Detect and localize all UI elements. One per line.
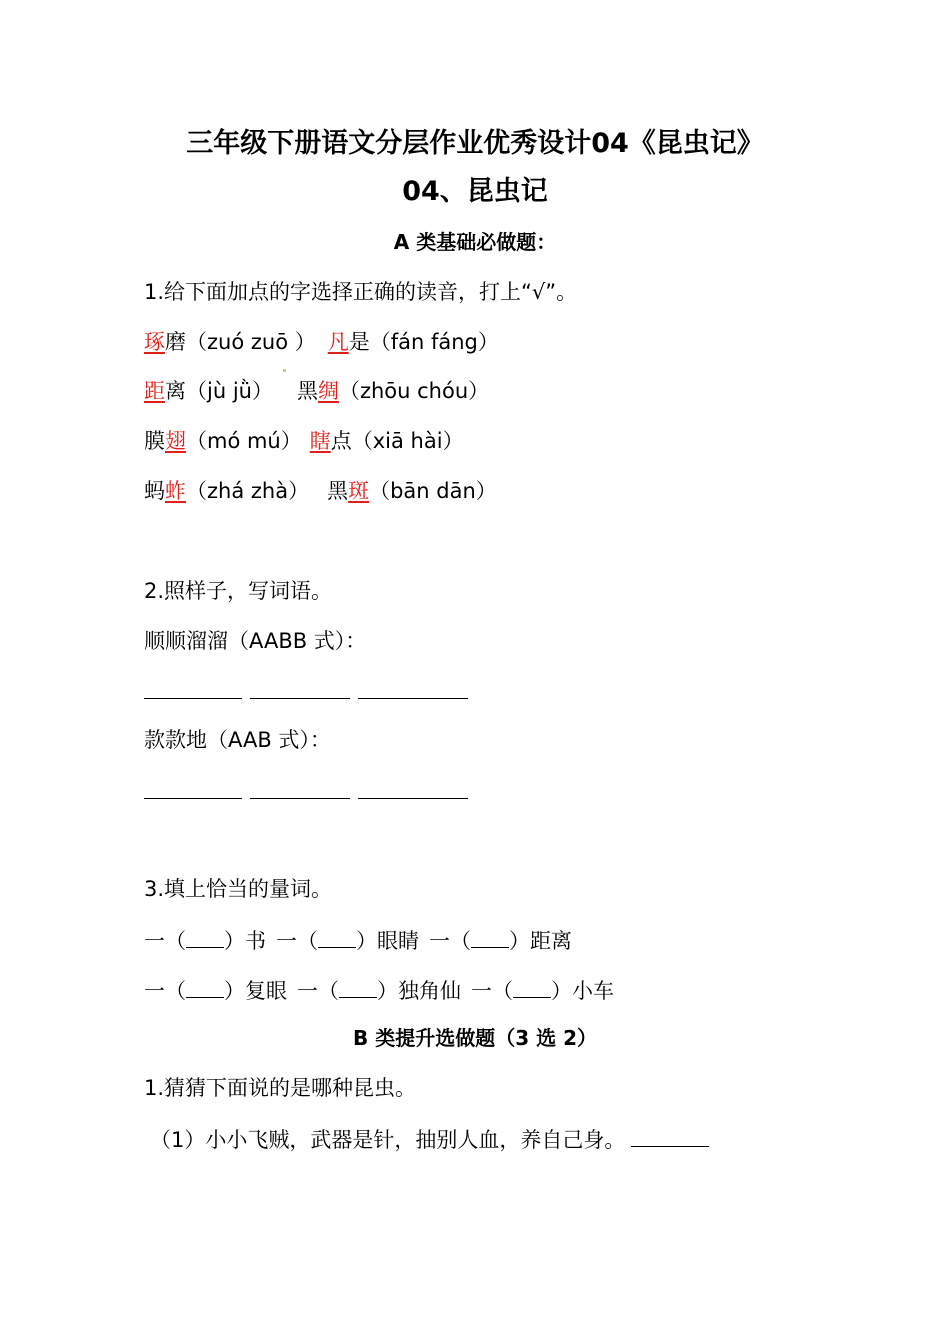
q3-item: 一（ ）独角仙 [297, 979, 461, 1003]
q1-row [144, 477, 497, 505]
q1-item: 琢磨（zuó zuō ） [144, 330, 316, 354]
section-a-heading: A 类基础必做题： [393, 230, 557, 254]
b1-riddle: （1）小小飞贼，武器是针，抽别人血，养自己身。 [150, 1124, 709, 1154]
q2-example-aabb: 顺顺溜溜（AABB 式）： [144, 629, 367, 653]
measure-word-blank[interactable] [186, 975, 224, 998]
lesson-title: 04、昆虫记 [402, 176, 548, 207]
q2-answer-blanks [144, 676, 468, 706]
marked-char: 琢 [144, 330, 165, 354]
marked-char: 蚱 [165, 479, 186, 503]
q3-item: 一（ ）书 [144, 929, 266, 953]
q1-item: 黑绸（zhōu chóu） [296, 379, 490, 403]
answer-blank[interactable] [144, 776, 242, 799]
marked-char: 斑 [348, 479, 370, 503]
marked-char: 凡 [327, 330, 349, 354]
pinyin-options: （zuó zuō ） [186, 330, 316, 354]
marked-char: 瞎 [309, 429, 331, 453]
q3-row [144, 975, 614, 1005]
pinyin-options: （bān dān） [369, 479, 497, 503]
pinyin-options: （jù jǜ） [186, 379, 273, 403]
b1-prompt: 1.猜猜下面说的是哪种昆虫。 [144, 1076, 417, 1100]
q1-item: 膜翅（mó mú） [144, 429, 302, 453]
pinyin-options: （zhōu chóu） [338, 379, 490, 403]
q3-item: 一（ ）小车 [471, 979, 614, 1003]
answer-blank[interactable] [358, 676, 468, 699]
pinyin-options: （mó mú） [186, 429, 302, 453]
answer-blank[interactable] [250, 676, 350, 699]
q3-prompt: 3.填上恰当的量词。 [144, 877, 333, 901]
q1-item: 蚂蚱（zhá zhà） [144, 479, 310, 503]
q1-row [144, 328, 499, 356]
q1-item: 黑斑（bān dān） [327, 479, 497, 503]
measure-word-blank[interactable] [471, 925, 509, 948]
q3-item: 一（ ）复眼 [144, 979, 287, 1003]
q1-row [144, 427, 464, 455]
section-b-heading: B 类提升选做题（3 选 2） [353, 1026, 597, 1050]
answer-blank[interactable] [358, 776, 468, 799]
q2-example-aab: 款款地（AAB 式）： [144, 728, 331, 752]
pinyin-options: （zhá zhà） [186, 479, 310, 503]
q1-item: 距离（jù jǜ） [144, 379, 273, 403]
answer-blank[interactable] [631, 1124, 709, 1147]
q3-row [144, 925, 572, 955]
marked-char: 翅 [165, 429, 186, 453]
q2-answer-blanks [144, 776, 468, 806]
q1-prompt: 1.给下面加点的字选择正确的读音，打上“√”。 [144, 280, 578, 304]
page-title: 三年级下册语文分层作业优秀设计04《昆虫记》 [186, 128, 764, 159]
answer-blank[interactable] [144, 676, 242, 699]
pinyin-options: （xiā hài） [351, 429, 464, 453]
pinyin-options: （fán fáng） [369, 330, 499, 354]
q1-row [144, 377, 489, 405]
stray-dot [283, 369, 286, 372]
measure-word-blank[interactable] [513, 975, 551, 998]
q2-prompt: 2.照样子，写词语。 [144, 579, 333, 603]
marked-char: 距 [144, 379, 165, 403]
q3-item: 一（ ）距离 [429, 929, 572, 953]
q3-item: 一（ ）眼睛 [276, 929, 419, 953]
measure-word-blank[interactable] [318, 925, 356, 948]
marked-char: 绸 [317, 379, 339, 403]
q1-item: 凡是（fán fáng） [327, 330, 499, 354]
measure-word-blank[interactable] [186, 925, 224, 948]
measure-word-blank[interactable] [339, 975, 377, 998]
q1-item: 瞎点（xiā hài） [309, 429, 464, 453]
answer-blank[interactable] [250, 776, 350, 799]
